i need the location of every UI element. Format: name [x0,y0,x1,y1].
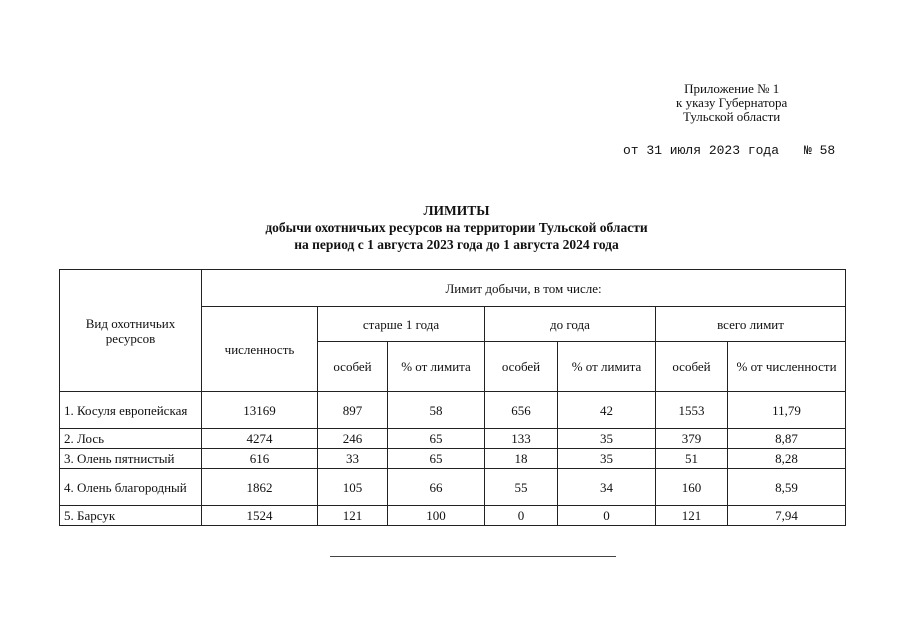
header-total-count: особей [656,342,728,392]
population-cell: 1862 [202,469,318,506]
older-count-cell: 121 [318,506,388,526]
table-row [60,506,846,526]
separator-line [330,556,616,557]
table-row [60,469,846,506]
total-count-cell: 1553 [656,392,728,429]
species-name: 1. Косуля европейская [60,392,202,429]
under-count-cell: 133 [485,429,558,449]
document-title [0,202,913,253]
total-pct-cell: 7,94 [728,506,846,526]
under-pct-cell: 35 [558,429,656,449]
older-count-cell: 897 [318,392,388,429]
under-pct-cell: 42 [558,392,656,429]
older-pct-cell: 65 [388,449,485,469]
header-under-pct: % от лимита [558,342,656,392]
total-count-cell: 121 [656,506,728,526]
under-count-cell: 0 [485,506,558,526]
total-pct-cell: 8,87 [728,429,846,449]
under-count-cell: 18 [485,449,558,469]
older-count-cell: 105 [318,469,388,506]
decree-date: от 31 июля 2023 года [623,143,780,158]
appendix-line-2: к указу Губернатора [676,95,788,110]
title-line-2: добычи охотничьих ресурсов на территории Тульской области [265,220,648,235]
header-total-limit: всего лимит [656,307,846,342]
older-pct-cell: 100 [388,506,485,526]
total-pct-cell: 11,79 [728,392,846,429]
header-under-1y: до года [485,307,656,342]
appendix-line-1: Приложение № 1 [684,81,780,96]
species-name: 5. Барсук [60,506,202,526]
species-name: 4. Олень благородный [60,469,202,506]
header-limit-group: Лимит добычи, в том числе: [202,270,846,307]
table-row [60,449,846,469]
header-older-1y: старше 1 года [318,307,485,342]
total-pct-cell: 8,28 [728,449,846,469]
under-count-cell: 55 [485,469,558,506]
limits-table [59,269,846,526]
header-older-pct: % от лимита [388,342,485,392]
species-name: 2. Лось [60,429,202,449]
table-row [60,392,846,429]
population-cell: 616 [202,449,318,469]
under-pct-cell: 0 [558,506,656,526]
total-count-cell: 160 [656,469,728,506]
title-line-3: на период с 1 августа 2023 года до 1 августа 2024 года [294,237,619,252]
species-name: 3. Олень пятнистый [60,449,202,469]
older-pct-cell: 66 [388,469,485,506]
appendix-line-3: Тульской области [683,109,781,124]
decree-reference [623,143,836,158]
population-cell: 1524 [202,506,318,526]
population-cell: 4274 [202,429,318,449]
header-under-count: особей [485,342,558,392]
header-older-count: особей [318,342,388,392]
header-total-pct: % от численности [728,342,846,392]
older-pct-cell: 58 [388,392,485,429]
under-count-cell: 656 [485,392,558,429]
appendix-heading [676,82,787,124]
under-pct-cell: 34 [558,469,656,506]
total-pct-cell: 8,59 [728,469,846,506]
total-count-cell: 51 [656,449,728,469]
header-population: численность [202,307,318,392]
header-species: Вид охотничьих ресурсов [60,270,202,392]
under-pct-cell: 35 [558,449,656,469]
older-count-cell: 33 [318,449,388,469]
header-row-1 [60,270,846,307]
title-line-1: ЛИМИТЫ [423,203,490,218]
decree-number: № 58 [804,143,836,158]
older-count-cell: 246 [318,429,388,449]
table-row [60,429,846,449]
older-pct-cell: 65 [388,429,485,449]
population-cell: 13169 [202,392,318,429]
total-count-cell: 379 [656,429,728,449]
